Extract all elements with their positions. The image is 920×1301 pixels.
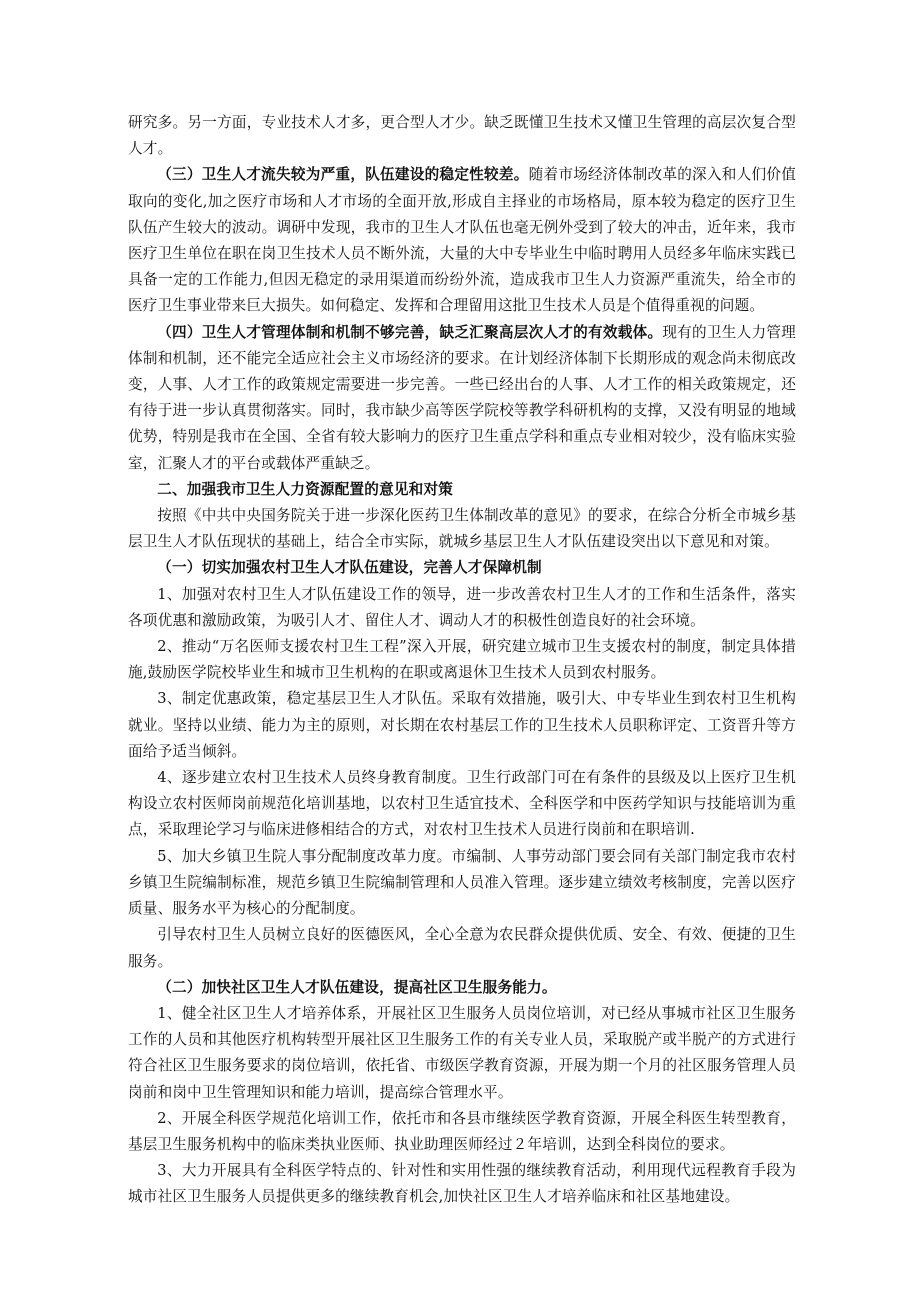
paragraph-talent-loss — [128, 162, 796, 319]
subsection-heading: （一）切实加强农村卫生人才队伍建设，完善人才保障机制 — [157, 559, 542, 577]
list-item: 2、开展全科医学规范化培训工作，依托市和各县市继续医学教育资源，开展全科医生转型教育，基层卫生服务机构中的临床类执业医师、执业助理医师经过２年培训，达到全科岗位的要求。 — [128, 1109, 796, 1153]
document-page — [128, 110, 796, 1211]
paragraph-management-system — [128, 320, 796, 477]
list-item: 4、逐步建立农村卫生技术人员终身教育制度。卫生行政部门可在有条件的县级及以上医疗卫生机构设立农村医师岗前规范化培训基地，以农村卫生适宜技术、全科医学和中医药学知识与技能培训为重点，采取理论学习与临床进修相结合的方式，对农村卫生技术人员进行岗前和在职培训. — [128, 769, 796, 839]
paragraph-body: 引导农村卫生人员树立良好的医德医风，全心全意为农民群众提供优质、安全、有效、便捷的卫生服务。 — [128, 926, 796, 970]
paragraph-body: 随着市场经济体制改革的深入和人们价值取向的变化,加之医疗市场和人才市场的全面开放,形成自主择业的市场格局，原本较为稳定的医疗卫生队伍产生较大的波动。调研中发现，我市的卫生人才队伍也毫无例外受到了较大的冲击，近年来，我市医疗卫生单位在职在岗卫生技术人员不断外流，大量的大中专毕业生中临时聘用人员经多年临床实践已具备一定的工作能力,但因无稳定的录用渠道而纷纷外流，造成我市卫生人力资源严重流失，给全市的医疗卫生事业带来巨大损失。如何稳定、发挥和合理留用这批卫生技术人员是个值得重视的问题。 — [128, 166, 796, 315]
list-item: 5、加大乡镇卫生院人事分配制度改革力度。市编制、人事劳动部门要会同有关部门制定我市农村乡镇卫生院编制标准，规范乡镇卫生院编制管理和人员准入管理。逐步建立绩效考核制度，完善以医疗质量、服务水平为核心的分配制度。 — [128, 847, 796, 918]
list-item: 2、推动“万名医师支援农村卫生工程”深入开展，研究建立城市卫生支援农村的制度，制定具体措施,鼓励医学院校毕业生和城市卫生机构的在职或离退休卫生技术人员到农村服务。 — [128, 638, 796, 682]
section-heading-inline: （四）卫生人才管理体制和机制不够完善，缺乏汇聚高层次人才的有效载体。 — [157, 323, 663, 341]
list-item: 1、健全社区卫生人才培养体系，开展社区卫生服务人员岗位培训，对已经从事城市社区卫生服务工作的人员和其他医疗机构转型开展社区卫生服务工作的有关专业人员，采取脱产或半脱产的方式进行符合社区卫生服务要求的岗位培训，依托省、市级医学教育资源，开展为期一个月的社区服务管理人员岗前和岗中卫生管理知识和能力培训，提高综合管理水平。 — [128, 1004, 796, 1101]
paragraph-continuation: 研究多。另一方面，专业技术人才多，更合型人才少。缺乏既懂卫生技术又懂卫生管理的高层次复合型人才。 — [128, 114, 796, 158]
list-item: 3、制定优惠政策，稳定基层卫生人才队伍。采取有效措施，吸引大、中专毕业生到农村卫生机构就业。坚持以业绩、能力为主的原则，对长期在农村基层工作的卫生技术人员职称评定、工资晋升等方面给予适当倾斜。 — [128, 690, 796, 760]
list-item: 3、大力开展具有全科医学特点的、针对性和实用性强的继续教育活动，利用现代远程教育手段为城市社区卫生服务人员提供更多的继续教育机会,加快社区卫生人才培养临床和社区基地建设。 — [128, 1162, 796, 1206]
paragraph-intro: 按照《中共中央国务院关于进一步深化医药卫生体制改革的意见》的要求，在综合分析全市城乡基层卫生人才队伍现状的基础上，结合全市实际，就城乡基层卫生人才队伍建设突出以下意见和对策。 — [128, 507, 796, 551]
section-heading: 二、加强我市卫生人力资源配置的意见和对策 — [157, 480, 454, 498]
subsection-heading: （二）加快社区卫生人才队伍建设，提高社区卫生服务能力。 — [157, 978, 557, 996]
list-item: 1、加强对农村卫生人才队伍建设工作的领导，进一步改善农村卫生人才的工作和生活条件，落实各项优惠和激励政策，为吸引人才、留住人才、调动人才的积极性创造良好的社会环境。 — [128, 585, 796, 629]
section-heading-inline: （三）卫生人才流失较为严重，队伍建设的稳定性较差。 — [157, 166, 529, 184]
paragraph-body: 现有的卫生人力管理体制和机制，还不能完全适应社会主义市场经济的要求。在计划经济体制下长期形成的观念尚未彻底改变，人事、人才工作的政策规定需要进一步完善。一些已经出台的人事、人才工作的相关政策规定，还有待于进一步认真贯彻落实。同时，我市缺少高等医学院校等教学科研机构的支撑，又没有明显的地域优势，特别是我市在全国、全省有较大影响力的医疗卫生重点学科和重点专业相对较少，没有临床实验室，汇聚人才的平台或载体严重缺乏。 — [128, 323, 796, 472]
